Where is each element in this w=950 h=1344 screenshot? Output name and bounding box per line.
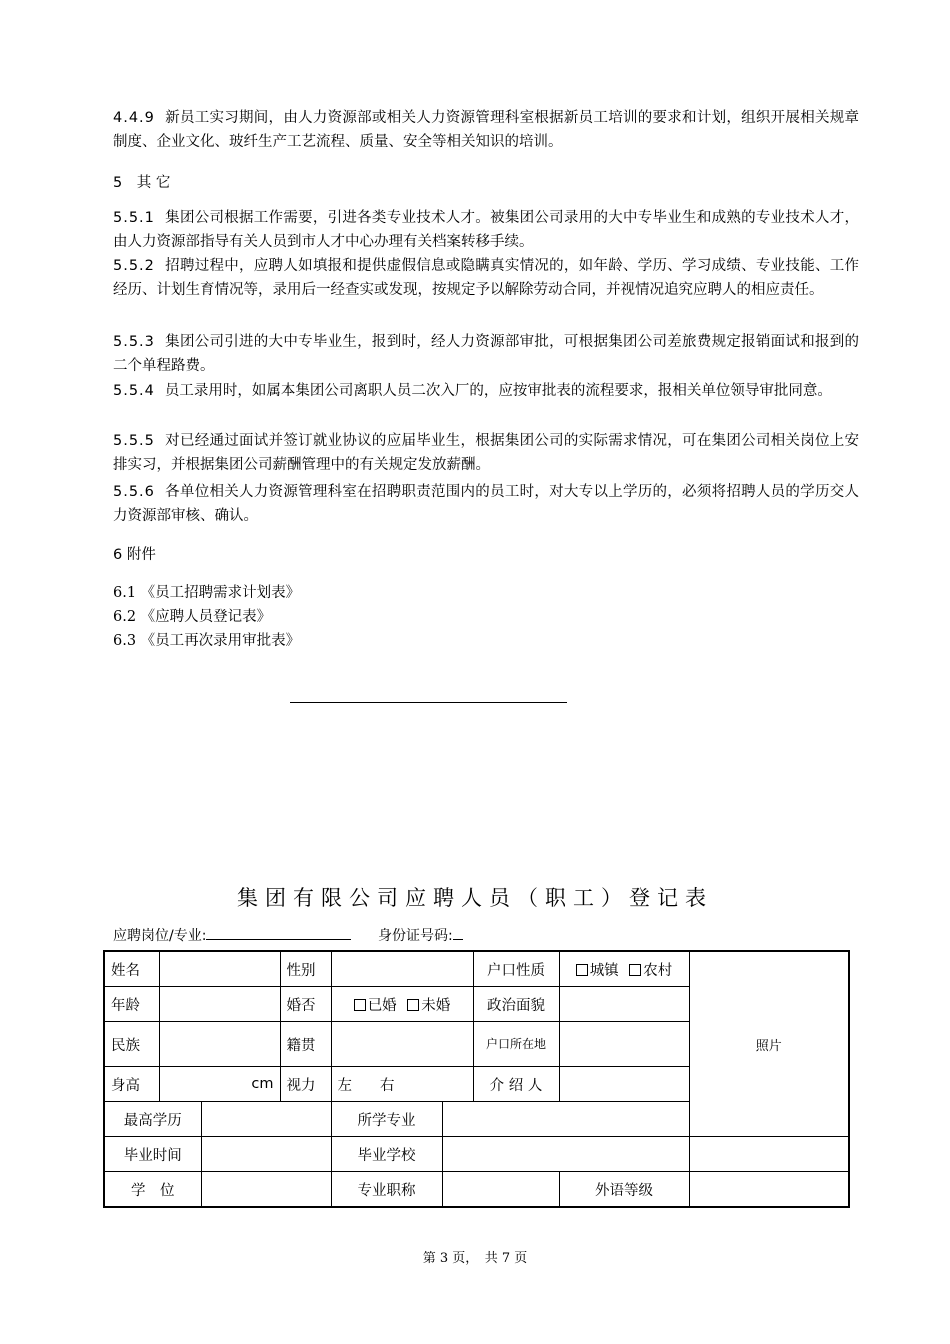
section-5-heading: 5 其 它 [113, 175, 171, 191]
section-6-heading: 6 附件 [113, 547, 156, 563]
title-pro-label: 专业职称 [331, 1172, 442, 1208]
major-label: 所学专业 [331, 1102, 442, 1137]
title-pro-input[interactable] [442, 1172, 559, 1208]
married-checkbox[interactable] [354, 999, 366, 1011]
political-label: 政治面貌 [473, 987, 559, 1022]
unmarried-checkbox[interactable] [407, 999, 419, 1011]
clause-5-5 [113, 430, 859, 477]
ethnicity-label: 民族 [104, 1022, 159, 1067]
clause-text: 新员工实习期间，由人力资源部或相关人力资源管理科室根据新员工培训的要求和计划，组织开展相关规章制度、企业文化、玻纤生产工艺流程、质量、安全等相关知识的培训。 [113, 110, 859, 150]
age-input[interactable] [159, 987, 280, 1022]
native-place-label: 籍贯 [280, 1022, 331, 1067]
position-blank[interactable] [206, 925, 351, 940]
clause-number: 5.5.3 [113, 334, 155, 350]
registration-form [103, 950, 850, 1208]
clause-number: 4.4.9 [113, 110, 155, 126]
clause-5-2 [113, 255, 859, 302]
native-place-input[interactable] [331, 1022, 473, 1067]
id-label: 身份证号码: [378, 928, 453, 944]
hukou-location-label: 户口所在地 [473, 1022, 559, 1067]
education-input[interactable] [201, 1102, 331, 1137]
ethnicity-input[interactable] [159, 1022, 280, 1067]
clause-text: 各单位相关人力资源管理科室在招聘职责范围内的员工时，对大专以上学历的，必须将招聘人员的学历交人力资源部审核、确认。 [113, 484, 859, 524]
language-input[interactable] [689, 1172, 849, 1208]
attachment-item: 6.2 《应聘人员登记表》 [113, 609, 272, 625]
cm-unit: cm [251, 1076, 274, 1092]
political-input[interactable] [559, 987, 689, 1022]
town-checkbox[interactable] [576, 964, 588, 976]
referrer-input[interactable] [559, 1067, 689, 1102]
height-label: 身高 [104, 1067, 159, 1102]
marital-options [331, 987, 473, 1022]
clause-text: 对已经通过面试并签订就业协议的应届毕业生，根据集团公司的实际需求情况，可在集团公司相关岗位上安排实习，并根据集团公司薪酬管理中的有关规定发放薪酬。 [113, 433, 859, 473]
height-input[interactable] [159, 1067, 280, 1102]
clause-text: 招聘过程中，应聘人如填报和提供虚假信息或隐瞒真实情况的，如年龄、学历、学习成绩、专业技能、工作经历、计划生育情况等，录用后一经查实或发现，按规定予以解除劳动合同，并视情况追究应聘人的相应责任。 [113, 258, 859, 298]
language-label: 外语等级 [559, 1172, 689, 1208]
age-label: 年龄 [104, 987, 159, 1022]
married-label: 已婚 [367, 997, 397, 1014]
position-field [113, 925, 351, 945]
grad-time-input[interactable] [201, 1137, 331, 1172]
rural-checkbox[interactable] [629, 964, 641, 976]
major-input[interactable] [442, 1102, 689, 1137]
education-label: 最高学历 [104, 1102, 201, 1137]
school-label: 毕业学校 [331, 1137, 442, 1172]
gender-input[interactable] [331, 951, 473, 987]
clause-5-1 [113, 207, 859, 254]
divider-line [290, 702, 567, 703]
attachment-item: 6.1 《员工招聘需求计划表》 [113, 585, 301, 601]
degree-label: 学 位 [104, 1172, 201, 1208]
right-eye-label: 右 [380, 1077, 395, 1094]
unmarried-label: 未婚 [421, 997, 451, 1014]
id-field [378, 925, 463, 945]
clause-text: 集团公司根据工作需要，引进各类专业技术人才。被集团公司录用的大中专毕业生和成熟的专业技术人才，由人力资源部指导有关人员到市人才中心办理有关档案转移手续。 [113, 210, 859, 250]
grad-time-label: 毕业时间 [104, 1137, 201, 1172]
clause-5-4 [113, 380, 859, 404]
vision-label: 视力 [280, 1067, 331, 1102]
clause-text: 员工录用时，如属本集团公司离职人员二次入厂的，应按审批表的流程要求，报相关单位领导审批同意。 [164, 383, 832, 399]
clause-number: 5.5.2 [113, 258, 155, 274]
photo-box: 照片 [689, 951, 849, 1137]
clause-5-6 [113, 481, 859, 528]
vision-input[interactable] [331, 1067, 473, 1102]
clause-5-3 [113, 331, 859, 378]
left-eye-label: 左 [337, 1077, 352, 1094]
clause-number: 5.5.4 [113, 383, 155, 399]
gender-label: 性别 [280, 951, 331, 987]
hukou-type-options [559, 951, 689, 987]
name-input[interactable] [159, 951, 280, 987]
degree-input[interactable] [201, 1172, 331, 1208]
referrer-label: 介 绍 人 [473, 1067, 559, 1102]
id-blank[interactable] [453, 925, 463, 940]
clause-text: 集团公司引进的大中专毕业生，报到时，经人力资源部审批，可根据集团公司差旅费规定报销面试和报到的二个单程路费。 [113, 334, 859, 374]
page-footer: 第 3 页， 共 7 页 [422, 1251, 528, 1266]
attachment-item: 6.3 《员工再次录用审批表》 [113, 633, 301, 649]
clause-number: 5.5.5 [113, 433, 155, 449]
hukou-location-input[interactable] [559, 1022, 689, 1067]
para-4-4-9 [113, 107, 859, 154]
clause-number: 5.5.1 [113, 210, 155, 226]
form-title: 集团有限公司应聘人员（职工）登记表 [237, 886, 713, 910]
position-label: 应聘岗位/专业: [113, 928, 207, 944]
town-label: 城镇 [589, 962, 619, 979]
rural-label: 农村 [643, 962, 673, 979]
clause-number: 5.5.6 [113, 484, 155, 500]
school-input[interactable] [442, 1137, 689, 1172]
marital-label: 婚否 [280, 987, 331, 1022]
name-label: 姓名 [104, 951, 159, 987]
hukou-type-label: 户口性质 [473, 951, 559, 987]
